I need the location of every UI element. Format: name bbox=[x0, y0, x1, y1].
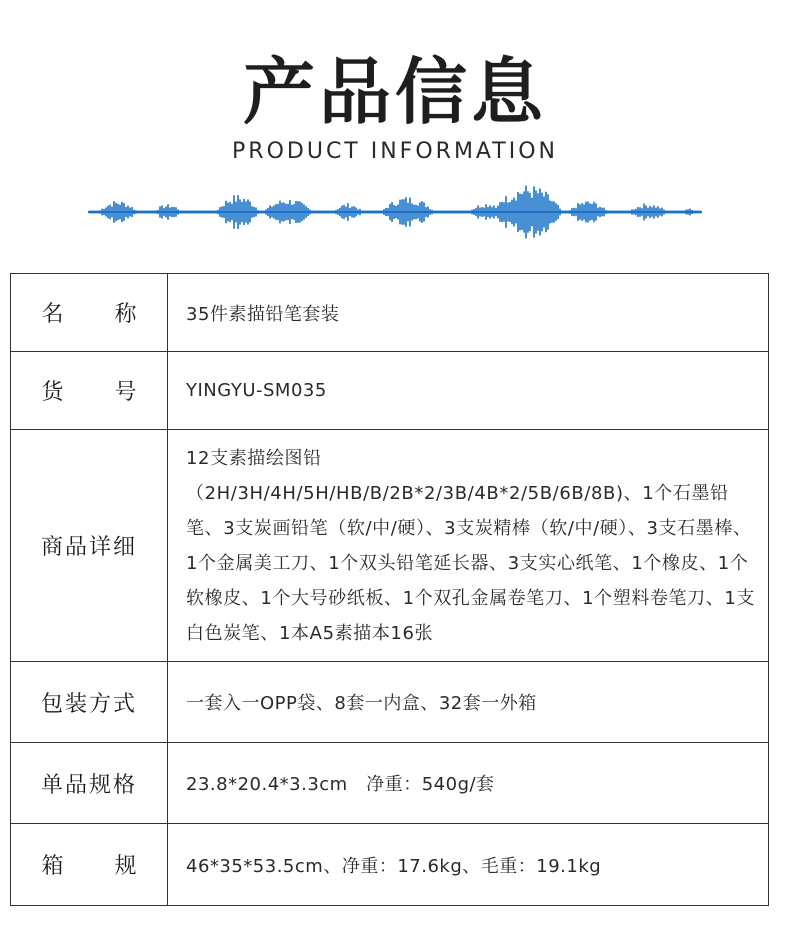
soundwave-decoration bbox=[88, 180, 702, 244]
page-title: 产品信息 bbox=[242, 50, 547, 134]
row-label-unit-spec: 单品规格 bbox=[11, 743, 168, 824]
table-row-name bbox=[11, 274, 769, 352]
row-value-packaging: 一套入一OPP袋、8套一内盒、32套一外箱 bbox=[168, 662, 769, 743]
product-info-table bbox=[10, 273, 769, 906]
row-label-item-number: 货 号 bbox=[11, 352, 168, 430]
row-label-details: 商品详细 bbox=[11, 430, 168, 662]
row-value-carton-spec: 46*35*53.5cm、净重：17.6kg、毛重：19.1kg bbox=[168, 824, 769, 906]
row-label-carton-spec: 箱 规 bbox=[11, 824, 168, 906]
row-value-item-number: YINGYU-SM035 bbox=[168, 352, 769, 430]
table-row-details bbox=[11, 430, 769, 662]
row-value-name: 35件素描铅笔套装 bbox=[168, 274, 769, 352]
row-value-details: 12支素描绘图铅（2H/3H/4H/5H/HB/B/2B*2/3B/4B*2/5B/6B/8B)、1个石墨铅笔、3支炭画铅笔（软/中/硬）、3支炭精棒（软/中/硬）、3支石墨棒、1个金属美工刀、1个双头铅笔延长器、3支实心纸笔、1个橡皮、1个软橡皮、1个大号砂纸板、1个双孔金属卷笔刀、1个塑料卷笔刀、1支白色炭笔、1本A5素描本16张 bbox=[168, 430, 769, 662]
table-row-item-number bbox=[11, 352, 769, 430]
table-row-packaging bbox=[11, 662, 769, 743]
page-subtitle: PRODUCT INFORMATION bbox=[232, 139, 558, 164]
row-label-name: 名 称 bbox=[11, 274, 168, 352]
table-row-carton-spec bbox=[11, 824, 769, 906]
row-label-packaging: 包装方式 bbox=[11, 662, 168, 743]
row-value-unit-spec: 23.8*20.4*3.3cm 净重：540g/套 bbox=[168, 743, 769, 824]
table-row-unit-spec bbox=[11, 743, 769, 824]
